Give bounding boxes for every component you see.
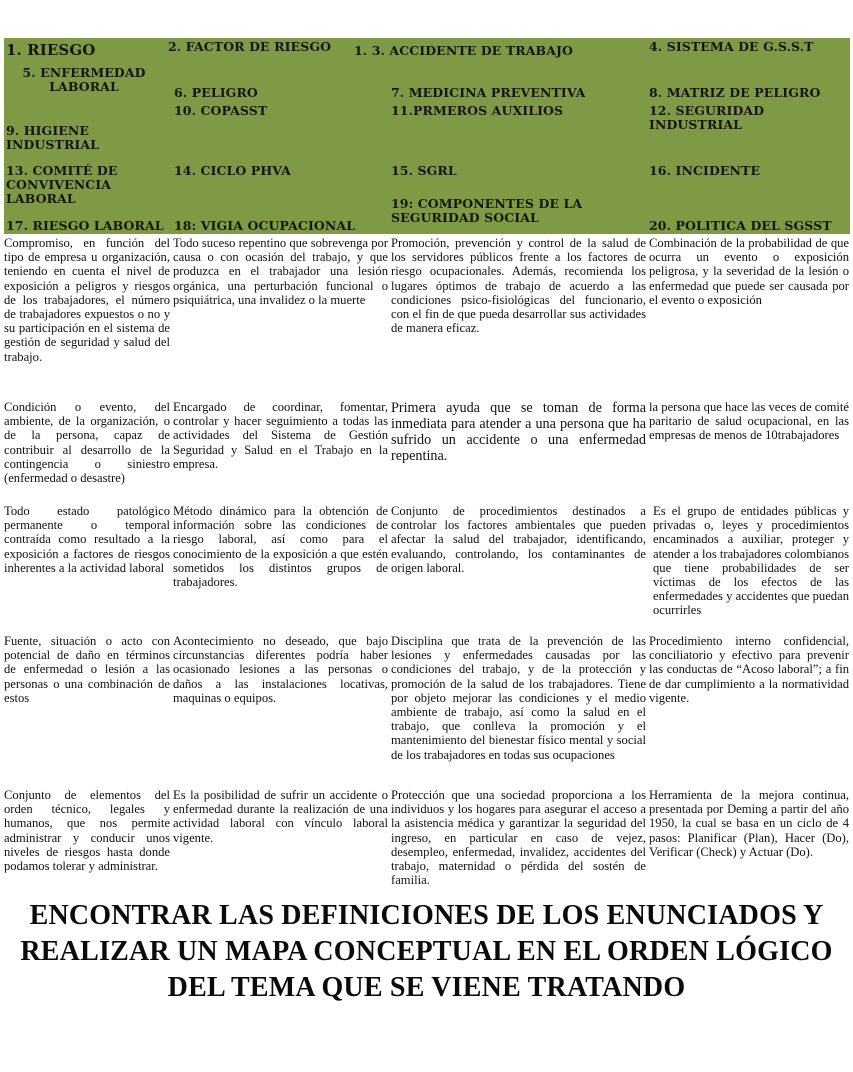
terms-header-table <box>4 38 850 234</box>
definition-r4c2: Acontecimiento no deseado, que bajo circunstancias diferentes podría haber ocasionado lesiones a las personas o daños a las instalaciones locativas, maquinas o equipos. <box>173 634 388 705</box>
definition-r3c3: Conjunto de procedimientos destinados a controlar los factores ambientales que pueden afectar la salud del trabajador, identificando, evaluando, controlando, los contaminantes de origen laboral. <box>391 504 646 575</box>
definition-r5c4: Herramienta de la mejora continua, presentada por Deming a partir del año 1950, la cual se basa en un ciclo de 4 pasos: Planificar (Plan), Hacer (Do), Verificar (Check) y Actuar (Do). <box>649 788 849 859</box>
term-13: 13. COMITÉ DE CONVIVENCIA LABORAL <box>6 163 118 206</box>
definitions-grid <box>4 236 850 896</box>
term-17: 17. RIESGO LABORAL <box>6 218 164 233</box>
term-19: 19: COMPONENTES DE LA SEGURIDAD SOCIAL <box>391 196 583 225</box>
term-15: 15. SGRL <box>391 163 457 178</box>
definition-r5c3: Protección que una sociedad proporciona a los individuos y los hogares para asegurar el acceso a la asistencia médica y garantizar la seguridad del ingreso, en particular en caso de vejez, desempleo, enfermedad, invalidez, accidentes del trabajo, maternidad o pérdida del sostén de familia. <box>391 788 646 888</box>
definition-r2c4: la persona que hace las veces de comité paritario de salud ocupacional, en las empresas de menos de 10trabajadores <box>649 400 849 443</box>
definition-r1c1: Compromiso, en función del tipo de empresa u organización, teniendo en cuenta el nivel de exposición a peligros y riesgos de los trabajadores, el número de trabajadores expuestos o no y su participación en el sistema de gestión de seguridad y salud del trabajo. <box>4 236 170 364</box>
term-4: 4. SISTEMA DE G.S.S.T <box>649 39 814 54</box>
definition-r3c4: Es el grupo de entidades públicas y privadas o, leyes y procedimientos encaminados a auxiliar, proteger y atender a los trabajadores colombianos que tiene probabilidades de ser víctimas de los efectos de las enfermedades y accidentes que puedan ocurrirles <box>653 504 849 618</box>
term-14: 14. CICLO PHVA <box>174 163 291 178</box>
definition-r3c1: Todo estado patológico permanente o temporal contraída como resultado a la exposición a factores de riesgos inherentes a la actividad laboral <box>4 504 170 575</box>
term-12: 12. SEGURIDAD INDUSTRIAL <box>649 103 765 132</box>
definition-r5c2: Es la posibilidad de sufrir un accidente o enfermedad durante la realización de una actividad laboral con vínculo laboral vigente. <box>173 788 388 845</box>
term-1: 1. RIESGO <box>6 41 96 59</box>
definition-r2c3: Primera ayuda que se toman de forma inmediata para atender a una persona que ha sufrido un accidente o una enfermedad repentina. <box>391 400 646 464</box>
term-6: 6. PELIGRO <box>174 85 258 100</box>
term-2: 2. FACTOR DE RIESGO <box>168 39 332 54</box>
definition-r1c4: Combinación de la probabilidad de que ocurra un evento o exposición peligrosa, y la severidad de la lesión o enfermedad que puede ser causada por el evento o exposición <box>649 236 849 307</box>
term-3: 1. 3. ACCIDENTE DE TRABAJO <box>354 43 573 58</box>
term-5: 5. ENFERMEDAD LABORAL <box>22 65 146 94</box>
term-16: 16. INCIDENTE <box>649 163 761 178</box>
definition-r3c2: Método dinámico para la obtención de información sobre las condiciones de riesgo laboral, así como para el conocimiento de la exposición a que estén sometidos los distintos grupos de trabajadores. <box>173 504 388 590</box>
definition-r4c4: Procedimiento interno confidencial, conciliatorio y efectivo para prevenir las conductas de “Acoso laboral”; a fin de dar cumplimiento a la normatividad vigente. <box>649 634 849 705</box>
term-11: 11.PRMEROS AUXILIOS <box>391 103 564 118</box>
term-7: 7. MEDICINA PREVENTIVA <box>391 85 586 100</box>
definition-r4c3: Disciplina que trata de la prevención de las lesiones y enfermedades causadas por las condiciones del trabajo, y de la protección y promoción de la salud de los trabajadores. Tiene por objeto mejorar las condiciones y el medio ambiente de trabajo, así como la salud en el trabajo, que conlleva la promoción y el mantenimiento del bienestar físico mental y social de los trabajadores en todas sus ocupaciones <box>391 634 646 762</box>
instruction-heading: ENCONTRAR LAS DEFINICIONES DE LOS ENUNCIADOS Y REALIZAR UN MAPA CONCEPTUAL EN EL ORDEN LÓGICO DEL TEMA QUE SE VIENE TRATANDO <box>20 900 833 1003</box>
definition-r4c1: Fuente, situación o acto con potencial de daño en términos de enfermedad o lesión a las personas o una combinación de estos <box>4 634 170 705</box>
definition-r2c2: Encargado de coordinar, fomentar, controlar y hacer seguimiento a todas las actividades del Sistema de Gestión Seguridad y Salud en el Trabajo en la empresa. <box>173 400 388 471</box>
term-9: 9. HIGIENE INDUSTRIAL <box>6 123 100 152</box>
term-18: 18: VIGIA OCUPACIONAL <box>174 218 356 233</box>
definition-r5c1: Conjunto de elementos del orden técnico, legales y humanos, que nos permite administrar y conducir unos niveles de riesgos hasta donde podamos tolerar y administrar. <box>4 788 170 874</box>
term-10: 10. COPASST <box>174 103 268 118</box>
definition-r2c1: Condición o evento, del ambiente, de la organización, o de la persona, capaz de contribuir al desarrollo de la contingencia o siniestro (enfermedad o desastre) <box>4 400 170 486</box>
term-8: 8. MATRIZ DE PELIGRO <box>649 85 821 100</box>
term-20: 20. POLITICA DEL SGSST <box>649 218 832 233</box>
definition-r1c2: Todo suceso repentino que sobrevenga por causa o con ocasión del trabajo, y que produzca en el trabajador una lesión orgánica, una perturbación funcional o psiquiátrica, una invalidez o la muerte <box>173 236 388 307</box>
definition-r1c3: Promoción, prevención y control de la salud de los servidores públicos frente a los factores de riesgo ocupacionales. Además, recomienda los lugares óptimos de trabajo de acuerdo a las condiciones psico-fisiológicas del funcionario, con el fin de que pueda desarrollar sus actividades de manera eficaz. <box>391 236 646 336</box>
